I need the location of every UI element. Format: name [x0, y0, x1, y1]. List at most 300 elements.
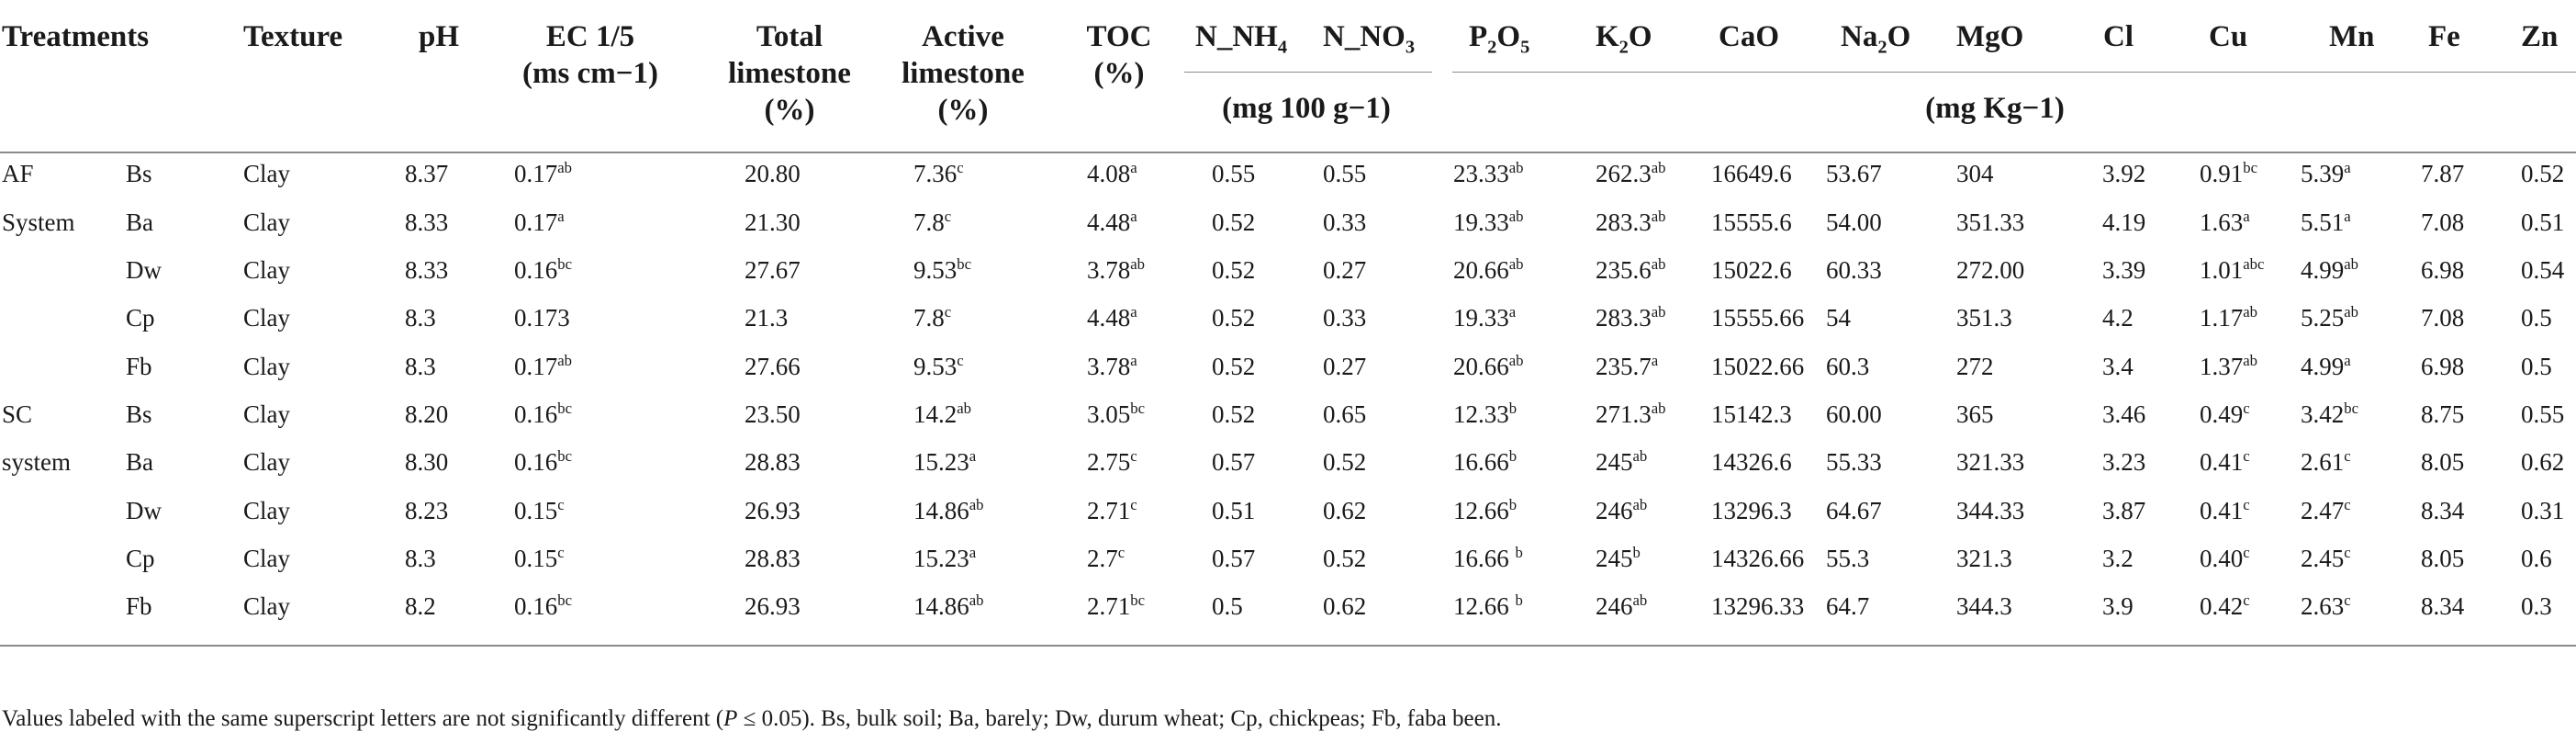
cell-p2o5-superscript: b: [1515, 591, 1523, 609]
cell-al: [913, 208, 951, 236]
cell-k2o-superscript: ab: [1651, 208, 1666, 225]
cell-al-value: 15.23: [913, 545, 969, 572]
cell-k2o: [1596, 545, 1641, 572]
cell-mgo-value: 365: [1956, 400, 1994, 428]
cell-k2o: [1596, 353, 1658, 380]
cell-p2o5-superscript: b: [1508, 447, 1518, 465]
cell-p2o5-value: 12.66: [1453, 497, 1509, 524]
cell-tl-value: 28.83: [745, 448, 801, 476]
header-toc-label: TOC: [1086, 20, 1152, 53]
cell-k2o-superscript: b: [1632, 544, 1641, 561]
header-mgo: MgO: [1956, 20, 2024, 53]
cell-mgo-value: 272.00: [1956, 256, 2025, 284]
cell-treat-value: Fb: [126, 353, 152, 380]
cell-al: [913, 400, 971, 428]
cell-toc-superscript: a: [1130, 303, 1137, 321]
divider-table-bottom: [0, 645, 2576, 647]
cell-cl-value: 3.46: [2102, 400, 2146, 428]
header-p2o5: [1469, 18, 1530, 58]
cell-al-value: 7.8: [913, 208, 945, 236]
cell-ec: [514, 256, 572, 284]
cell-al-value: 14.2: [913, 400, 958, 428]
header-cu: Cu: [2209, 20, 2248, 53]
cell-tl: [745, 160, 801, 187]
cell-no3-value: 0.33: [1323, 304, 1367, 332]
cell-zn: [2521, 448, 2564, 476]
cell-p2o5-value: 19.33: [1453, 208, 1509, 236]
cell-mn-value: 5.39: [2301, 160, 2345, 187]
cell-p2o5-superscript: ab: [1508, 352, 1524, 369]
cell-toc-value: 4.08: [1087, 160, 1131, 187]
cell-p2o5: [1453, 448, 1517, 476]
cell-k2o: [1596, 304, 1666, 332]
cell-k2o: [1596, 160, 1666, 187]
cell-ph: [405, 592, 436, 620]
cell-texture-value: Clay: [243, 353, 290, 380]
cell-treat-value: Bs: [126, 400, 152, 428]
cell-mn-superscript: a: [2344, 352, 2351, 369]
cell-mn: [2301, 592, 2351, 620]
cell-mn-value: 5.51: [2301, 208, 2345, 236]
cell-p2o5-superscript: b: [1508, 400, 1518, 417]
cell-cu-value: 0.49: [2200, 400, 2244, 428]
cell-k2o-superscript: ab: [1651, 303, 1666, 321]
cell-toc: [1087, 353, 1137, 380]
cell-p2o5: [1453, 400, 1517, 428]
cell-cl: [2102, 400, 2145, 428]
cell-zn: [2521, 545, 2552, 572]
cell-p2o5-value: 12.33: [1453, 400, 1509, 428]
cell-ec-superscript: bc: [557, 447, 573, 465]
cell-p2o5-superscript: b: [1515, 544, 1523, 561]
cell-fe-value: 8.34: [2421, 592, 2465, 620]
cell-na2o: [1826, 400, 1882, 428]
header-p2o5-sub2: 5: [1520, 37, 1530, 58]
cell-cu-value: 0.41: [2200, 448, 2244, 476]
cell-al-value: 15.23: [913, 448, 969, 476]
cell-nh4-value: 0.52: [1212, 400, 1256, 428]
cell-no3-value: 0.52: [1323, 448, 1367, 476]
cell-toc: [1087, 400, 1145, 428]
cell-no3: [1323, 497, 1366, 524]
cell-zn-value: 0.31: [2521, 497, 2565, 524]
cell-nh4-value: 0.57: [1212, 448, 1256, 476]
cell-cu: [2200, 448, 2250, 476]
cell-k2o-superscript: ab: [1651, 400, 1666, 417]
cell-ec-value: 0.16: [514, 592, 558, 620]
cell-ph-value: 8.23: [405, 497, 449, 524]
cell-toc-superscript: c: [1117, 544, 1126, 561]
cell-treat: [126, 448, 153, 476]
cell-p2o5-value: 16.66: [1453, 545, 1516, 572]
cell-mn-value: 2.45: [2301, 545, 2345, 572]
header-toc-unit: (%): [1093, 57, 1145, 90]
cell-ph: [405, 448, 448, 476]
cell-cl-value: 4.2: [2102, 304, 2134, 332]
cell-fe: [2421, 160, 2464, 187]
cell-cu: [2200, 353, 2257, 380]
footnote-text-2: ≤ 0.05). Bs, bulk soil; Ba, barely; Dw, durum wheat; Cp, chickpeas; Fb, faba been.: [737, 706, 1502, 731]
cell-mn-superscript: a: [2344, 208, 2351, 225]
cell-k2o: [1596, 592, 1647, 620]
cell-k2o-value: 246: [1596, 497, 1633, 524]
cell-mn-superscript: ab: [2344, 255, 2359, 273]
cell-mn: [2301, 545, 2351, 572]
cell-cl: [2102, 256, 2145, 284]
cell-cao: [1711, 208, 1792, 236]
header-active-limestone-l2: limestone: [902, 57, 1025, 90]
cell-tl: [745, 353, 801, 380]
cell-k2o-superscript: ab: [1651, 159, 1666, 176]
cell-tl-value: 26.93: [745, 592, 801, 620]
cell-ec-superscript: bc: [557, 591, 573, 609]
cell-cu: [2200, 400, 2250, 428]
cell-texture-value: Clay: [243, 304, 290, 332]
cell-toc-superscript: a: [1130, 159, 1137, 176]
cell-texture-value: Clay: [243, 545, 290, 572]
cell-al-superscript: a: [969, 544, 977, 561]
cell-toc: [1087, 160, 1137, 187]
cell-fe-value: 7.08: [2421, 304, 2465, 332]
cell-tl-value: 21.3: [745, 304, 789, 332]
cell-toc-value: 2.75: [1087, 448, 1131, 476]
cell-toc: [1087, 448, 1137, 476]
header-k2o: [1596, 18, 1652, 58]
header-na2o-a: Na: [1841, 20, 1878, 53]
divider-mg-group: [1452, 72, 2576, 73]
cell-cu-value: 0.41: [2200, 497, 2244, 524]
cell-mn: [2301, 400, 2358, 428]
cell-mn-superscript: c: [2344, 447, 2351, 465]
cell-zn-value: 0.55: [2521, 400, 2565, 428]
cell-fe: [2421, 353, 2464, 380]
cell-cu-value: 0.91: [2200, 160, 2244, 187]
cell-al-superscript: ab: [969, 591, 984, 609]
cell-toc-value: 2.71: [1087, 497, 1131, 524]
cell-cu-superscript: ab: [2243, 303, 2258, 321]
cell-texture-value: Clay: [243, 592, 290, 620]
cell-cao-value: 13296.33: [1711, 592, 1805, 620]
header-total-limestone-l2: limestone: [728, 57, 851, 90]
header-k2o-b: O: [1628, 20, 1652, 53]
cell-nh4-value: 0.52: [1212, 353, 1256, 380]
cell-cao-value: 15555.66: [1711, 304, 1805, 332]
cell-treat: [126, 545, 155, 572]
cell-na2o-value: 55.3: [1826, 545, 1870, 572]
header-active-limestone: [902, 18, 1025, 129]
header-na2o: [1841, 18, 1911, 58]
cell-al-superscript: c: [957, 159, 964, 176]
cell-k2o: [1596, 256, 1666, 284]
header-total-limestone-l1: Total: [756, 20, 823, 53]
cell-cu-value: 1.37: [2200, 353, 2244, 380]
cell-mgo-value: 344.3: [1956, 592, 2012, 620]
cell-nh4-value: 0.55: [1212, 160, 1256, 187]
cell-ec-value: 0.16: [514, 448, 558, 476]
cell-treat: [126, 256, 162, 284]
cell-cl-value: 4.19: [2102, 208, 2146, 236]
cell-nh4-value: 0.5: [1212, 592, 1243, 620]
header-toc: [1087, 18, 1152, 92]
cell-p2o5: [1453, 304, 1516, 332]
cell-treat-value: Dw: [126, 256, 162, 284]
cell-ph: [405, 208, 448, 236]
cell-k2o: [1596, 400, 1666, 428]
cell-tl: [745, 208, 801, 236]
cell-mn-value: 4.99: [2301, 353, 2345, 380]
cell-treat-value: Cp: [126, 545, 155, 572]
cell-ph: [405, 304, 436, 332]
cell-treat-value: Dw: [126, 497, 162, 524]
header-ec-label: EC 1/5: [545, 20, 635, 53]
header-na2o-b: O: [1887, 20, 1911, 53]
cell-al-value: 14.86: [913, 592, 969, 620]
cell-mn: [2301, 353, 2351, 380]
cell-al-superscript: bc: [957, 255, 972, 273]
cell-no3: [1323, 304, 1366, 332]
cell-no3: [1323, 400, 1366, 428]
cell-ph-value: 8.2: [405, 592, 436, 620]
cell-ec: [514, 160, 572, 187]
divider-header: [0, 152, 2576, 153]
cell-tl-value: 21.30: [745, 208, 801, 236]
cell-na2o-value: 60.3: [1826, 353, 1870, 380]
cell-cao: [1711, 304, 1804, 332]
cell-no3: [1323, 160, 1366, 187]
cell-p2o5-superscript: b: [1508, 496, 1518, 513]
cell-ph-value: 8.20: [405, 400, 449, 428]
cell-al-superscript: c: [944, 303, 952, 321]
cell-ph: [405, 256, 448, 284]
cell-nh4: [1212, 400, 1255, 428]
cell-toc-superscript: ab: [1130, 255, 1146, 273]
group-label-sc-system: system: [2, 448, 72, 476]
cell-cao: [1711, 160, 1792, 187]
header-p2o5-b: O: [1496, 20, 1521, 53]
cell-cl: [2102, 497, 2145, 524]
cell-texture: [243, 497, 290, 524]
cell-tl: [745, 497, 801, 524]
cell-na2o-value: 55.33: [1826, 448, 1882, 476]
cell-cu-superscript: ab: [2243, 352, 2258, 369]
cell-p2o5-value: 16.66: [1453, 448, 1509, 476]
cell-zn-value: 0.3: [2521, 592, 2552, 620]
cell-mn-value: 2.63: [2301, 592, 2345, 620]
cell-cl: [2102, 592, 2134, 620]
cell-no3-value: 0.33: [1323, 208, 1367, 236]
header-cl: Cl: [2103, 20, 2134, 53]
cell-ec-value: 0.17: [514, 208, 558, 236]
cell-k2o-superscript: ab: [1632, 447, 1648, 465]
cell-nh4: [1212, 208, 1255, 236]
cell-cao-value: 14326.66: [1711, 545, 1805, 572]
cell-toc-value: 4.48: [1087, 304, 1131, 332]
cell-mgo-value: 344.33: [1956, 497, 2025, 524]
cell-na2o-value: 54: [1826, 304, 1851, 332]
cell-treat: [126, 497, 162, 524]
cell-mgo-value: 272: [1956, 353, 1994, 380]
cell-nh4: [1212, 160, 1255, 187]
cell-texture: [243, 448, 290, 476]
cell-mn: [2301, 160, 2351, 187]
cell-tl-value: 20.80: [745, 160, 801, 187]
cell-fe: [2421, 448, 2464, 476]
cell-k2o-value: 262.3: [1596, 160, 1652, 187]
cell-cu-superscript: c: [2243, 400, 2250, 417]
cell-mn-superscript: c: [2344, 591, 2351, 609]
cell-mgo: [1956, 208, 2024, 236]
cell-nh4-value: 0.51: [1212, 497, 1256, 524]
cell-cao-value: 15555.6: [1711, 208, 1792, 236]
cell-nh4: [1212, 497, 1255, 524]
cell-al: [913, 160, 964, 187]
cell-cl-value: 3.23: [2102, 448, 2146, 476]
cell-cu-value: 1.63: [2200, 208, 2244, 236]
cell-treat: [126, 304, 155, 332]
cell-fe-value: 7.87: [2421, 160, 2465, 187]
cell-ph-value: 8.3: [405, 304, 436, 332]
cell-na2o: [1826, 545, 1869, 572]
cell-tl: [745, 400, 801, 428]
cell-mgo: [1956, 400, 1994, 428]
cell-treat-value: Ba: [126, 208, 153, 236]
cell-zn-value: 0.51: [2521, 208, 2565, 236]
header-ec-unit: (ms cm−1): [521, 57, 659, 90]
header-total-limestone-unit: (%): [764, 94, 815, 127]
cell-na2o: [1826, 208, 1882, 236]
cell-mgo: [1956, 448, 2024, 476]
cell-p2o5-value: 19.33: [1453, 304, 1509, 332]
cell-al: [913, 448, 976, 476]
cell-al: [913, 592, 984, 620]
cell-p2o5: [1453, 592, 1523, 620]
cell-mgo-value: 351.3: [1956, 304, 2012, 332]
cell-tl: [745, 448, 801, 476]
cell-texture: [243, 256, 290, 284]
cell-toc-value: 4.48: [1087, 208, 1131, 236]
cell-na2o-value: 64.7: [1826, 592, 1870, 620]
header-p2o5-a: P: [1469, 20, 1488, 53]
cell-fe: [2421, 497, 2464, 524]
cell-cu: [2200, 497, 2250, 524]
cell-zn-value: 0.62: [2521, 448, 2565, 476]
cell-al-value: 9.53: [913, 256, 958, 284]
cell-cu: [2200, 208, 2250, 236]
cell-toc: [1087, 592, 1145, 620]
cell-na2o: [1826, 353, 1869, 380]
cell-al: [913, 545, 976, 572]
cell-al-superscript: ab: [957, 400, 972, 417]
cell-mgo-value: 321.3: [1956, 545, 2012, 572]
cell-cao-value: 13296.3: [1711, 497, 1792, 524]
cell-toc-superscript: a: [1130, 352, 1137, 369]
cell-al: [913, 497, 984, 524]
cell-cu: [2200, 545, 2250, 572]
cell-na2o-value: 60.33: [1826, 256, 1882, 284]
group-label-af: AF: [2, 160, 34, 187]
cell-mgo: [1956, 497, 2024, 524]
cell-fe: [2421, 208, 2464, 236]
cell-ph-value: 8.33: [405, 208, 449, 236]
cell-nh4: [1212, 256, 1255, 284]
cell-zn-value: 0.54: [2521, 256, 2565, 284]
cell-tl-value: 23.50: [745, 400, 801, 428]
header-n-no3: [1323, 18, 1416, 58]
cell-al-superscript: a: [969, 447, 977, 465]
cell-k2o-value: 235.7: [1596, 353, 1652, 380]
cell-k2o: [1596, 497, 1647, 524]
cell-cu: [2200, 160, 2257, 187]
cell-ph: [405, 497, 448, 524]
group-label-sc: SC: [2, 400, 33, 428]
cell-ec-superscript: ab: [557, 352, 573, 369]
cell-p2o5-superscript: ab: [1508, 255, 1524, 273]
cell-al-superscript: c: [944, 208, 952, 225]
cell-no3-value: 0.62: [1323, 592, 1367, 620]
header-active-limestone-l1: Active: [922, 20, 1004, 53]
cell-ph: [405, 400, 448, 428]
cell-treat: [126, 592, 152, 620]
cell-texture-value: Clay: [243, 497, 290, 524]
cell-ec-value: 0.17: [514, 160, 558, 187]
cell-treat-value: Ba: [126, 448, 153, 476]
cell-na2o: [1826, 448, 1882, 476]
cell-toc-superscript: c: [1130, 447, 1137, 465]
cell-cl-value: 3.4: [2102, 353, 2134, 380]
header-n-nh4: [1195, 18, 1288, 58]
cell-no3-value: 0.27: [1323, 256, 1367, 284]
header-cao: CaO: [1719, 20, 1779, 53]
cell-texture: [243, 208, 290, 236]
cell-zn-value: 0.52: [2521, 160, 2565, 187]
footnote-p-symbol: P: [723, 706, 738, 731]
cell-mgo-value: 304: [1956, 160, 1994, 187]
cell-treat-value: Bs: [126, 160, 152, 187]
cell-p2o5-value: 23.33: [1453, 160, 1509, 187]
cell-ec: [514, 545, 565, 572]
cell-cu-superscript: a: [2243, 208, 2250, 225]
cell-nh4-value: 0.52: [1212, 208, 1256, 236]
cell-cl-value: 3.39: [2102, 256, 2146, 284]
cell-toc: [1087, 545, 1125, 572]
cell-no3-value: 0.52: [1323, 545, 1367, 572]
cell-treat: [126, 353, 152, 380]
cell-cu-superscript: abc: [2243, 255, 2265, 273]
cell-zn: [2521, 592, 2552, 620]
cell-ec: [514, 400, 572, 428]
header-total-limestone: [728, 18, 851, 129]
cell-ph-value: 8.30: [405, 448, 449, 476]
header-n-nh4-base: N_NH: [1195, 20, 1278, 53]
cell-toc-value: 2.71: [1087, 592, 1131, 620]
cell-cl-value: 3.92: [2102, 160, 2146, 187]
cell-na2o: [1826, 304, 1851, 332]
cell-texture: [243, 592, 290, 620]
cell-toc-superscript: bc: [1130, 400, 1146, 417]
cell-nh4-value: 0.52: [1212, 304, 1256, 332]
cell-ec-superscript: c: [557, 496, 565, 513]
cell-treat: [126, 160, 152, 187]
cell-k2o-superscript: ab: [1632, 496, 1648, 513]
cell-na2o: [1826, 497, 1882, 524]
cell-zn: [2521, 353, 2552, 380]
cell-mgo: [1956, 545, 2012, 572]
cell-ph-value: 8.3: [405, 545, 436, 572]
cell-fe: [2421, 256, 2464, 284]
cell-no3: [1323, 448, 1366, 476]
cell-nh4: [1212, 545, 1255, 572]
cell-p2o5: [1453, 256, 1524, 284]
